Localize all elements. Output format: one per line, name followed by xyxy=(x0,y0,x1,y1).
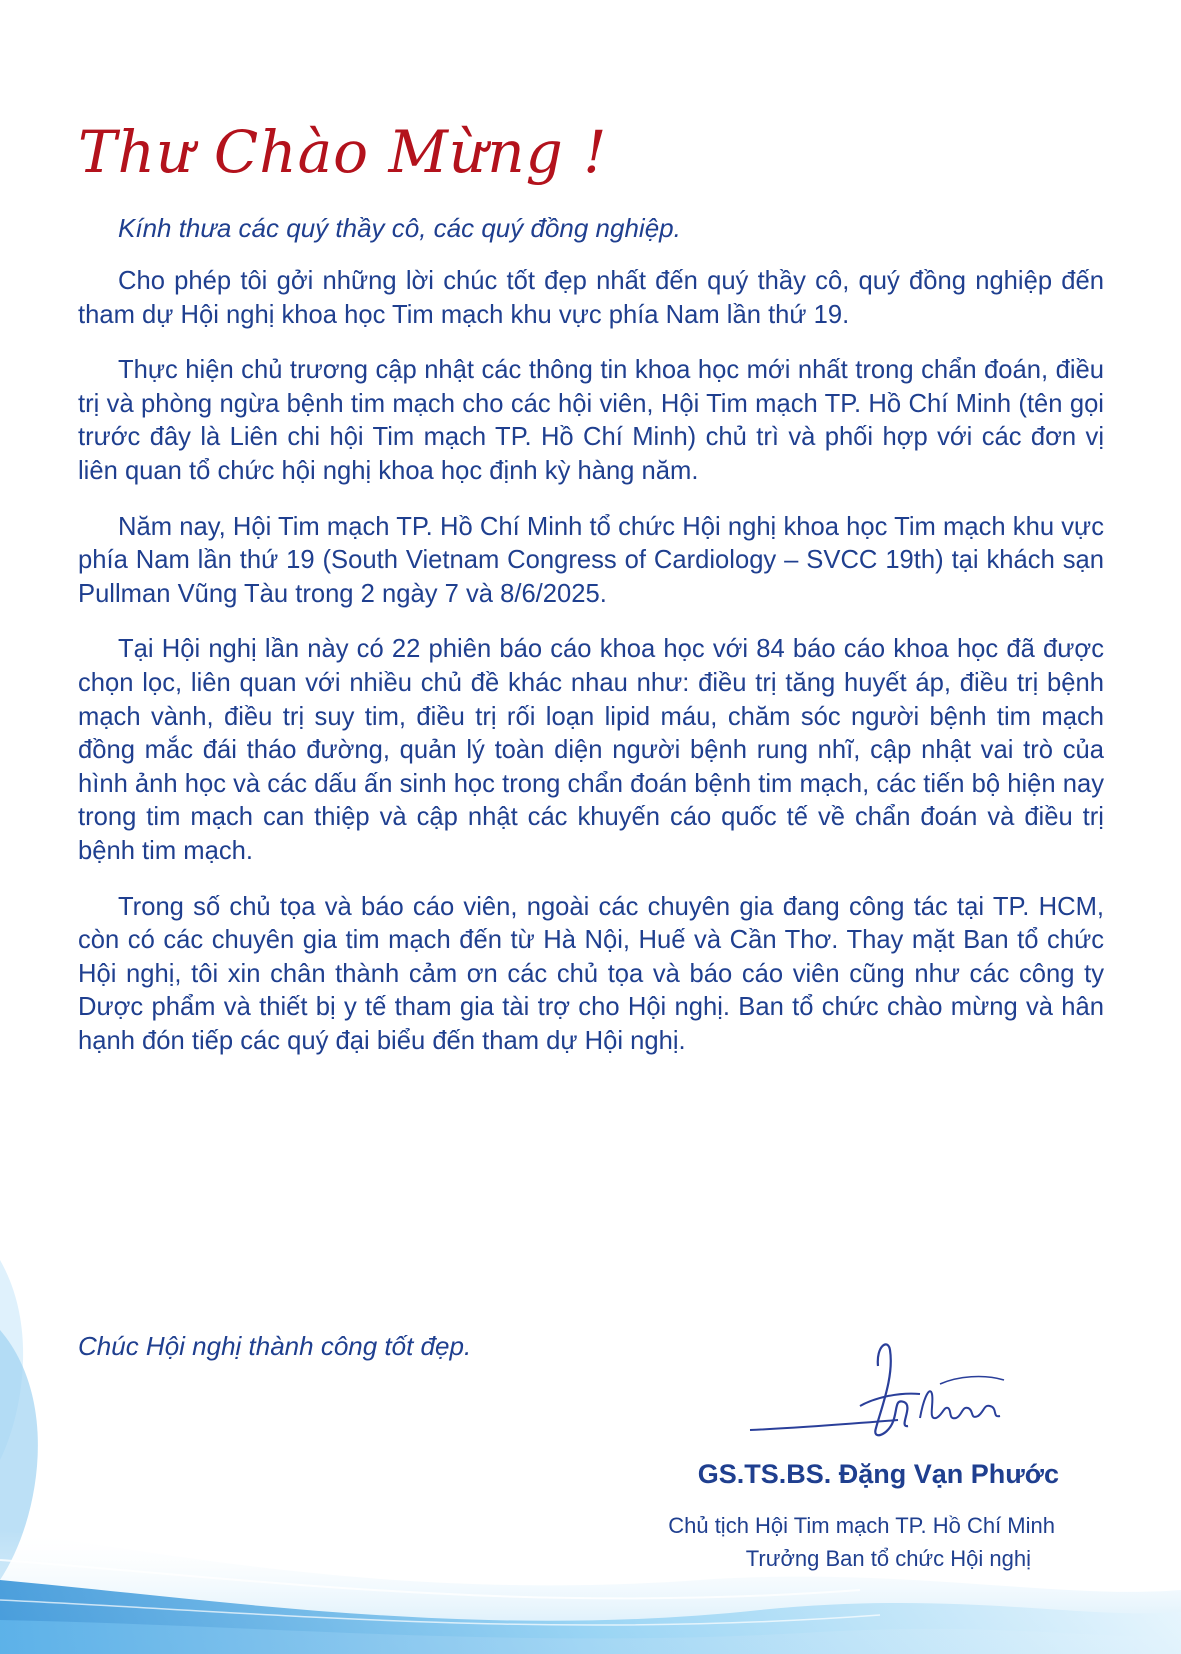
signer-name: GS.TS.BS. Đặng Vạn Phước xyxy=(697,1459,1059,1489)
paragraph: Thực hiện chủ trương cập nhật các thông tin khoa học mới nhất trong chẩn đoán, điều trị và phòng ngừa bệnh tim mạch cho các hội viên, Hội Tim mạch TP. Hồ Chí Minh (tên gọi trước đây là Liên chi hội Tim mạch TP. Hồ Chí Minh) chủ trì và phối hợp với các đơn vị liên quan tổ chức hội nghị khoa học định kỳ hàng năm. xyxy=(78,356,1104,485)
salutation: Kính thưa các quý thầy cô, các quý đồng nghiệp. xyxy=(118,213,681,243)
handwritten-signature xyxy=(748,1336,1018,1451)
closing-line: Chúc Hội nghị thành công tốt đẹp. xyxy=(78,1331,472,1361)
paragraph: Tại Hội nghị lần này có 22 phiên báo cáo khoa học với 84 báo cáo khoa học đã được chọn lọc, liên quan với nhiều chủ đề khác nhau như: điều trị tăng huyết áp, điều trị bệnh mạch vành, điều trị suy tim, điều trị rối loạn lipid máu, chăm sóc người bệnh tim mạch đồng mắc đái tháo đường, quản lý toàn diện người bệnh rung nhĩ, cập nhật vai trò của hình ảnh học và các dấu ấn sinh học trong chẩn đoán bệnh tim mạch, các tiến bộ hiện nay trong tim mạch can thiệp và cập nhật các khuyến cáo quốc tế về chẩn đoán và điều trị bệnh tim mạch. xyxy=(78,635,1104,865)
letter-body xyxy=(78,265,1104,1080)
paragraph: Năm nay, Hội Tim mạch TP. Hồ Chí Minh tổ chức Hội nghị khoa học Tim mạch khu vực phía Nam lần thứ 19 (South Vietnam Congress of Cardiology – SVCC 19th) tại khách sạn Pullman Vũng Tàu trong 2 ngày 7 và 8/6/2025. xyxy=(78,512,1104,608)
signer-title-2: Trưởng Ban tổ chức Hội nghị xyxy=(745,1546,1031,1571)
signer-title-1: Chủ tịch Hội Tim mạch TP. Hồ Chí Minh xyxy=(668,1513,1055,1538)
paragraph: Trong số chủ tọa và báo cáo viên, ngoài các chuyên gia đang công tác tại TP. HCM, còn có các chuyên gia tim mạch đến từ Hà Nội, Huế và Cần Thơ. Thay mặt Ban tổ chức Hội nghị, tôi xin chân thành cảm ơn các chủ tọa và báo cáo viên cũng như các công ty Dược phẩm và thiết bị y tế tham gia tài trợ cho Hội nghị. Ban tổ chức chào mừng và hân hạnh đón tiếp các quý đại biểu đến tham dự Hội nghị. xyxy=(78,892,1104,1055)
paragraph: Cho phép tôi gởi những lời chúc tốt đẹp nhất đến quý thầy cô, quý đồng nghiệp đến tham dự Hội nghị khoa học Tim mạch khu vực phía Nam lần thứ 19. xyxy=(78,267,1104,329)
letter-title: Thư Chào Mừng ! xyxy=(78,118,608,186)
